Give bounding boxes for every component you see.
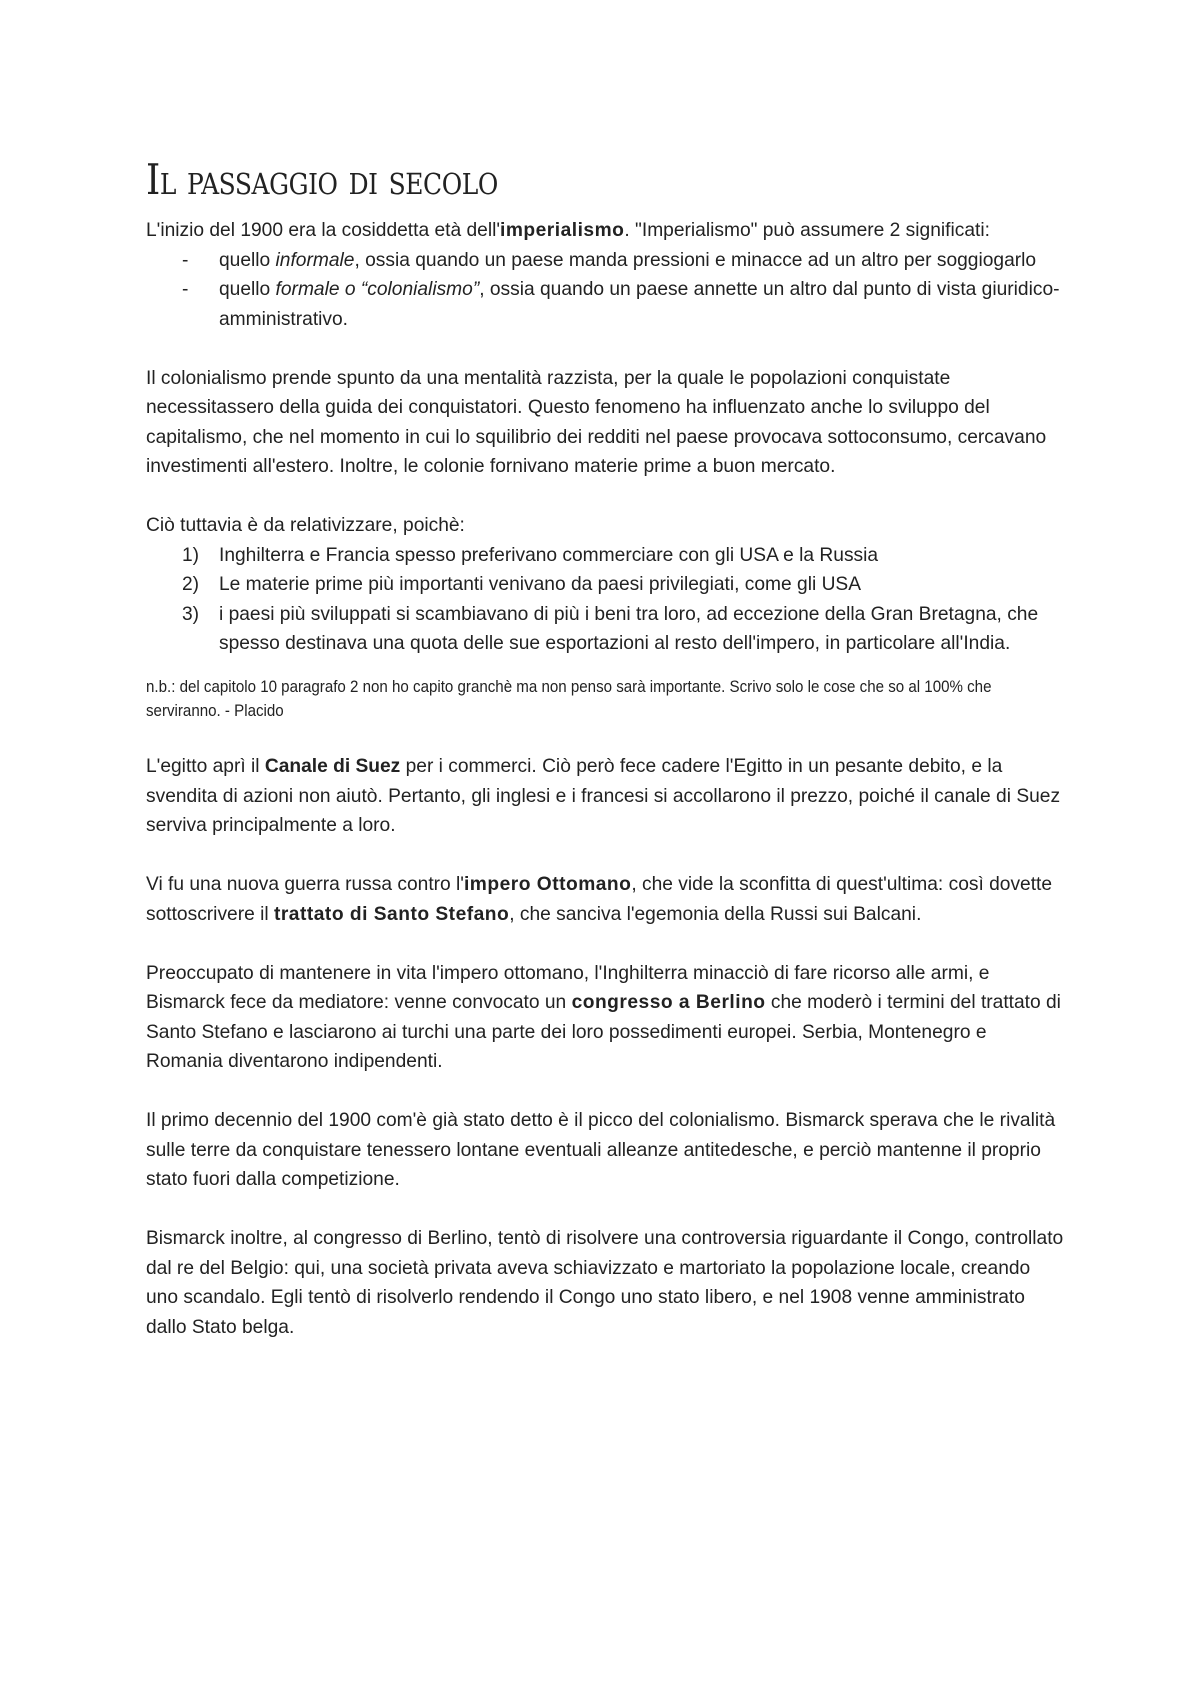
term-impero-ottomano: impero Ottomano	[463, 874, 632, 895]
list-item: - quello informale, ossia quando un paese manda pressioni e minacce ad un altro per soggiogarlo	[146, 246, 1066, 276]
paragraph-relativize: Ciò tuttavia è da relativizzare, poichè:	[146, 515, 465, 536]
page-title: Il passaggio di secolo	[146, 155, 498, 204]
dash-marker: -	[182, 279, 189, 300]
list-item: 2) Le materie prime più importanti venivano da paesi privilegiati, come gli USA	[146, 570, 1066, 600]
dash-marker: -	[182, 249, 189, 271]
term-trattato-santo-stefano: trattato di Santo Stefano	[273, 903, 510, 925]
paragraph-first-decade: Il primo decennio del 1900 com'è già stato detto è il picco del colonialismo. Bismarck sperava che le rivalità sulle terre da conquistare tenessero lontane eventuali alleanze antitedesche, e perciò mantenne il proprio stato fuori dalla competizione.	[146, 1110, 1056, 1190]
paragraph-congo: Bismarck inoltre, al congresso di Berlino, tentò di risolvere una controversia riguardante il Congo, controllato dal re del Belgio: qui, una società privata aveva schiavizzato e martoriato la popolazione locale, creando uno scandalo. Egli tentò di risolverlo rendendo il Congo uno stato libero, e nel 1908 venne amministrato dallo Stato belga.	[146, 1228, 1064, 1338]
author-note: n.b.: del capitolo 10 paragrafo 2 non ho capito granchè ma non penso sarà importante. Scrivo solo le cose che so al 100% che serviranno. - Placido	[146, 676, 992, 720]
paragraph-colonialism: Il colonialismo prende spunto da una mentalità razzista, per la quale le popolazioni conquistate necessitassero della guida dei conquistatori. Questo fenomeno ha influenzato anche lo sviluppo del capitalismo, che nel momento in cui lo squilibrio dei redditi nel paese provocava sottoconsumo, cercavano investimenti all'estero. Inoltre, le colonie fornivano materie prime a buon mercato.	[146, 367, 1047, 477]
term-canale-di-suez: Canale di Suez	[264, 756, 401, 777]
paragraph-suez: L'egitto aprì il Canale di Suez per i commerci. Ciò però fece cadere l'Egitto in un pesante debito, e la svendita di azioni non aiutò. Pertanto, gli inglesi e i francesi si accollarono il prezzo, poiché il canale di Suez serviva principalmente a loro.	[146, 756, 1061, 836]
term-congresso-berlino: congresso a Berlino	[571, 992, 766, 1013]
list-number: 2)	[182, 574, 200, 595]
paragraph-berlin-congress: Preoccupato di mantenere in vita l'impero ottomano, l'Inghilterra minacciò di fare ricorso alle armi, e Bismarck fece da mediatore: venne convocato un congresso a Berlino che moderò i termini del trattato di Santo Stefano e lasciarono ai turchi una parte dei loro possedimenti europei. Serbia, Montenegro e Romania diventarono indipendenti.	[146, 962, 1061, 1072]
reasons-list	[146, 541, 1066, 659]
list-item: 1) Inghilterra e Francia spesso preferivano commerciare con gli USA e la Russia	[146, 541, 1066, 571]
list-number: 3)	[182, 603, 200, 625]
paragraph-russo-turkish-war: Vi fu una nuova guerra russa contro l'impero Ottomano, che vide la sconfitta di quest'ultima: così dovette sottoscrivere il trattato di Santo Stefano, che sanciva l'egemonia della Russi sui Balcani.	[146, 874, 1053, 925]
term-imperialismo: imperialismo	[500, 220, 625, 241]
list-item: - quello formale o “colonialismo”, ossia quando un paese annette un altro dal punto di vista giuridico-amministrativo.	[146, 275, 1066, 334]
list-number: 1)	[182, 544, 200, 566]
document-content	[146, 150, 1066, 1342]
list-item: 3) i paesi più sviluppati si scambiavano di più i beni tra loro, ad eccezione della Gran Bretagna, che spesso destinava una quota delle sue esportazioni al resto dell'impero, in particolare all'India.	[146, 600, 1066, 659]
paragraph-imperialism: L'inizio del 1900 era la cosiddetta età dell'imperialismo. "Imperialismo" può assumere 2 significati:	[146, 220, 990, 241]
meanings-list	[146, 246, 1066, 335]
